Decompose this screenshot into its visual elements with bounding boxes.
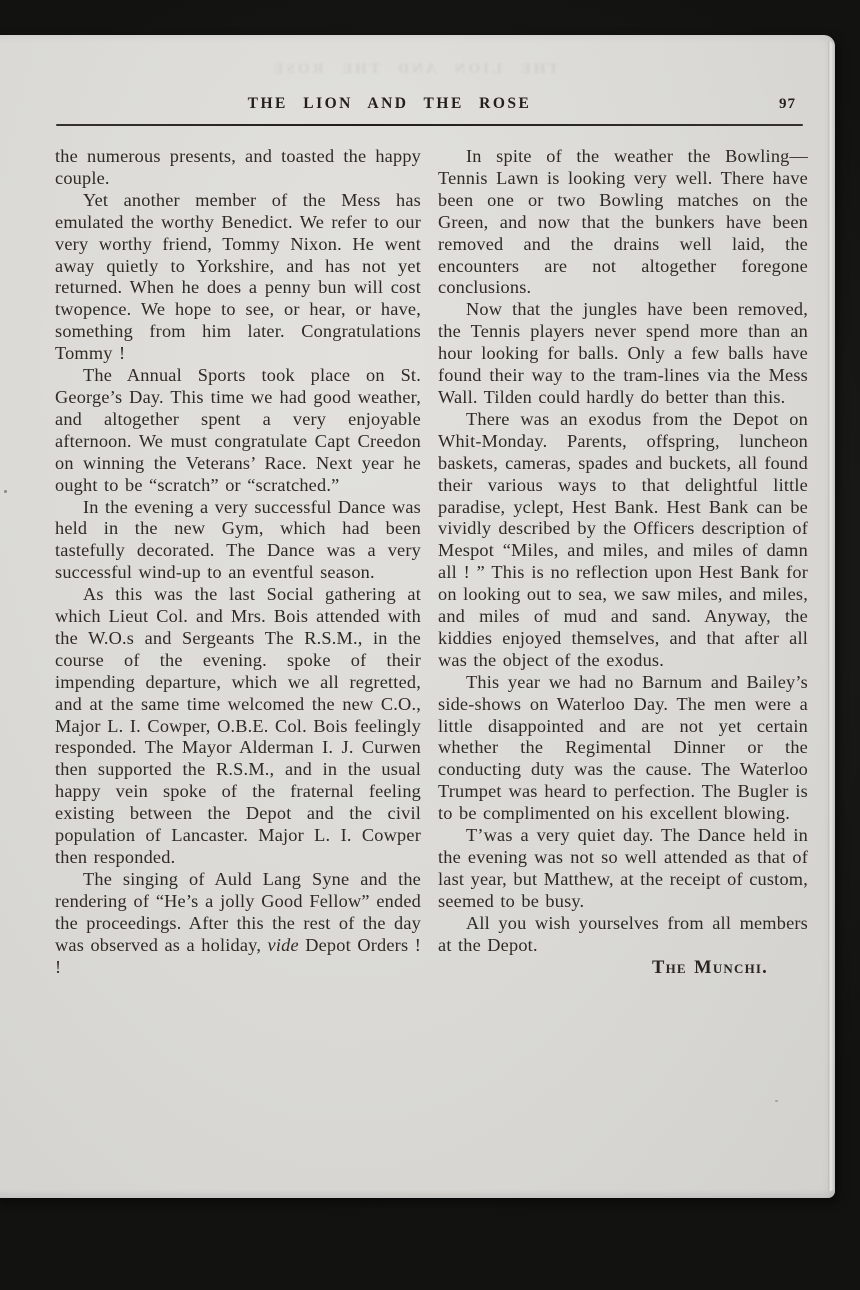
paragraph: In spite of the weather the Bowling—Tennis Lawn is looking very well. There have been one or two Bowling matches on the Green, and now that the bunkers have been removed and the drains well laid, the encounters are not altogether foregone conclusions. (438, 146, 808, 298)
dust-speck (775, 1100, 778, 1102)
paragraph: Yet another member of the Mess has emulated the worthy Benedict. We refer to our very worthy friend, Tommy Nixon. He went away quietly to Yorkshire, and has not yet returned. When he does a penny bun will cost twopence. We hope to see, or hear, or have, something from him later. Congratulations Tommy ! (55, 189, 421, 364)
paragraph: Now that the jungles have been removed, the Tennis players never spend more than an hour looking for balls. Only a few balls have found their way to the tram-lines via the Mess Wall. Tilden could hardly do better than this. (438, 299, 808, 407)
page-title: THE LION AND THE ROSE (247, 95, 532, 112)
paragraph: The Annual Sports took place on St. George’s Day. This time we had good weather, and altogether spent a very enjoyable afternoon. We must congratulate Capt Creedon on winning the Veterans’ Race. Next year he ought to be “scratch” or “scratched.” (55, 365, 421, 495)
header-rule (56, 124, 803, 126)
paragraph: This year we had no Barnum and Bailey’s side-shows on Waterloo Day. The men were a little disappointed and are not yet certain whether the Regimental Dinner or the conducting duty was the cause. The Waterloo Trumpet was heard to perfection. The Bugler is to be complimented on his excellent blowing. (438, 671, 808, 824)
paragraph-with-italic (55, 869, 421, 979)
closing-text-after: Depot Orders ! ! (55, 934, 421, 977)
left-column (55, 146, 421, 978)
paragraph: In the evening a very successful Dance was held in the new Gym, which had been tastefully decorated. The Dance was a very successful wind-up to an eventful season. (55, 496, 421, 583)
page-number: 97 (779, 96, 796, 112)
closing-text-before: The singing of Auld Lang Syne and the rendering of “He’s a jolly Good Fellow” ended the proceedings. After this the rest of the day was observed as a holiday, (55, 868, 421, 955)
right-column (438, 146, 808, 979)
author-signature: The Munchi. (652, 957, 768, 978)
paragraph: As this was the last Social gathering at which Lieut Col. and Mrs. Bois attended with the W.O.s and Sergeants The R.S.M., in the course of the evening. spoke of their impending departure, which we all regretted, and at the same time welcomed the new C.O., Major L. I. Cowper, O.B.E. Col. Bois feelingly responded. The Mayor Alderman I. J. Curwen then supported the R.S.M., and in the usual happy vein spoke of the fraternal feeling existing between the Depot and the civil population of Lancaster. Major L. I. Cowper then responded. (55, 584, 421, 867)
showthrough-text: THE LION AND THE ROSE (270, 61, 559, 77)
italic-word-vide: vide (267, 934, 299, 955)
page-header (57, 95, 802, 121)
paragraph: the numerous presents, and toasted the happy couple. (55, 146, 421, 188)
paragraph: All you wish yourselves from all members at the Depot. (438, 912, 808, 955)
page-fore-edge (828, 41, 834, 1191)
dust-speck (4, 490, 7, 493)
paragraph: There was an exodus from the Depot on Whit-Monday. Parents, offspring, luncheon baskets, cameras, spades and buckets, all found their various ways to that delightful little paradise, yclept, Hest Bank. Hest Bank can be vividly described by the Officers description of Mespot “Miles, and miles, and miles of damn all ! ” This is no reflection upon Hest Bank for on looking out to sea, we saw miles, and miles, and miles of mud and sand. Anyway, the kiddies enjoyed themselves, and that after all was the object of the exodus. (438, 408, 808, 670)
paragraph: T’was a very quiet day. The Dance held in the evening was not so well attended as that of last year, but Matthew, at the receipt of custom, seemed to be busy. (438, 825, 808, 911)
scanned-page (0, 35, 835, 1198)
